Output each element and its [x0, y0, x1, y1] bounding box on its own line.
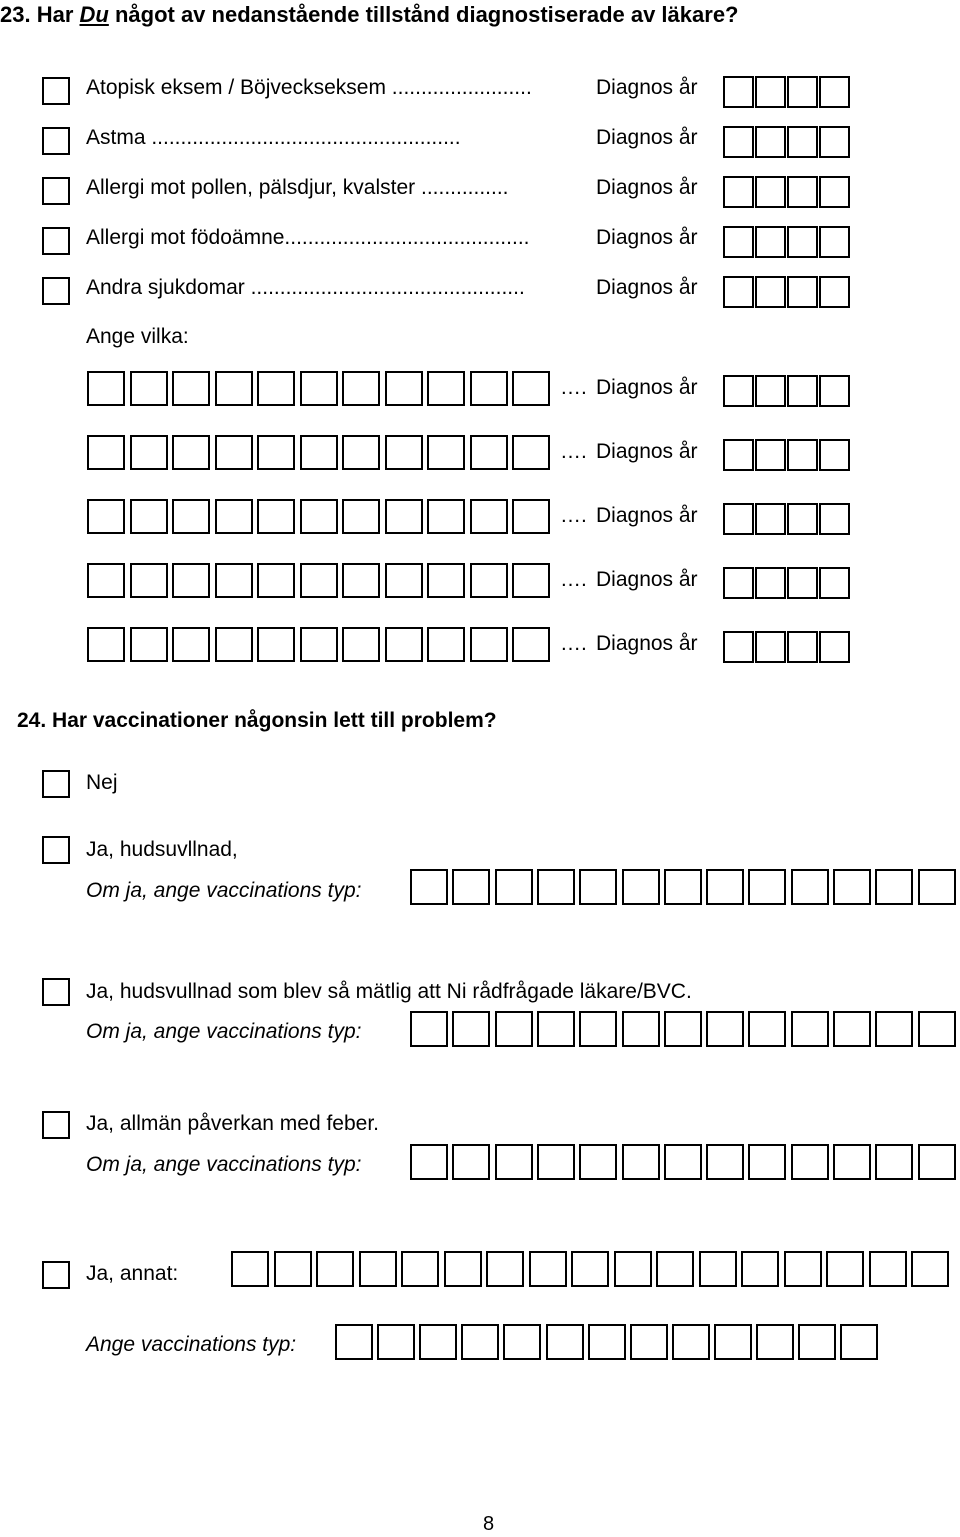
q24-opt4-text-box-1[interactable] [231, 1251, 269, 1287]
q23-other-5-name-box-2[interactable] [130, 627, 168, 662]
q23-item-5-year-box-4[interactable] [819, 276, 850, 308]
q24-opt3-vaccine-box-4[interactable] [537, 1144, 575, 1180]
q23-item-4-year-box-3[interactable] [787, 226, 818, 258]
q24-opt1-vaccine-box-13[interactable] [918, 869, 956, 905]
q24-opt2-checkbox[interactable] [42, 978, 70, 1006]
q24-opt2-vaccine-box-8[interactable] [706, 1011, 744, 1047]
q24-opt4-vaccine-box-5[interactable] [503, 1324, 541, 1360]
q24-opt4-text-box-6[interactable] [444, 1251, 482, 1287]
q23-other-1-name-box-4[interactable] [215, 371, 253, 406]
q24-opt4-vaccine-box-1[interactable] [335, 1324, 373, 1360]
q24-opt3-vaccine-box-9[interactable] [748, 1144, 786, 1180]
q23-item-1-label: Atopisk eksem / Böjveckseksem ........................ [86, 76, 532, 99]
q23-other-3-dots: …. [560, 504, 587, 527]
q24-opt4-text-box-3[interactable] [316, 1251, 354, 1287]
q23-item-5-label: Andra sjukdomar ............................................... [86, 276, 525, 299]
q23-other-3-name-box-2[interactable] [130, 499, 168, 534]
q23-other-4-name-box-4[interactable] [215, 563, 253, 598]
q23-title-emphasis: Du [79, 2, 109, 27]
q23-item-5-diagnos-label: Diagnos år [596, 276, 698, 299]
q24-opt4-text-box-15[interactable] [826, 1251, 864, 1287]
q24-opt4-ange-typ: Ange vaccinations typ: [86, 1333, 297, 1356]
q23-other-2-name-box-5[interactable] [257, 435, 295, 470]
q24-opt2-vaccine-box-1[interactable] [410, 1011, 448, 1047]
q23-other-2-dots: …. [560, 440, 587, 463]
q23-other-3-name-box-9[interactable] [427, 499, 465, 534]
q23-other-5-name-box-11[interactable] [512, 627, 550, 662]
q23-title-pre: Har [36, 2, 80, 27]
q23-other-5-name-box-5[interactable] [257, 627, 295, 662]
q23-other-1-name-box-11[interactable] [512, 371, 550, 406]
q24-opt3-label: Ja, allmän påverkan med feber. [86, 1112, 379, 1135]
q23-item-4-year-box-4[interactable] [819, 226, 850, 258]
q23-item-4-year-box-1[interactable] [723, 226, 754, 258]
q24-opt1-vaccine-box-1[interactable] [410, 869, 448, 905]
q23-other-2-diagnos-label: Diagnos år [596, 440, 698, 463]
q23-other-3-name-box-10[interactable] [470, 499, 508, 534]
q24-opt2-label: Ja, hudsvullnad som blev så mätlig att Ni rådfrågade läkare/BVC. [86, 980, 692, 1003]
q24-opt3-vaccine-box-7[interactable] [664, 1144, 702, 1180]
q24-opt4-vaccine-box-2[interactable] [377, 1324, 415, 1360]
q23-other-4-name-box-10[interactable] [470, 563, 508, 598]
q23-other-1-name-box-3[interactable] [172, 371, 210, 406]
q24-opt4-text-box-17[interactable] [911, 1251, 949, 1287]
q23-other-4-name-box-9[interactable] [427, 563, 465, 598]
q24-opt1-vaccine-box-12[interactable] [875, 869, 913, 905]
q23-ange-vilka: Ange vilka: [86, 325, 189, 348]
q23-other-2-name-box-6[interactable] [300, 435, 338, 470]
q24-opt1-vaccine-box-3[interactable] [495, 869, 533, 905]
q23-other-3-diagnos-label: Diagnos år [596, 504, 698, 527]
q23-other-3-name-box-3[interactable] [172, 499, 210, 534]
q23-other-2-name-box-11[interactable] [512, 435, 550, 470]
q23-other-3-name-box-6[interactable] [300, 499, 338, 534]
q23-other-1-name-box-5[interactable] [257, 371, 295, 406]
q24-opt4-text-box-14[interactable] [784, 1251, 822, 1287]
q23-other-2-year-box-2[interactable] [755, 439, 786, 471]
q24-nej-checkbox[interactable] [42, 770, 70, 798]
q23-other-1-year-box-2[interactable] [755, 375, 786, 407]
q23-other-5-name-box-1[interactable] [87, 627, 125, 662]
q23-other-5-name-box-9[interactable] [427, 627, 465, 662]
q23-other-4-year-box-1[interactable] [723, 567, 754, 599]
q23-item-1-year-box-2[interactable] [755, 76, 786, 108]
q23-other-1-name-box-2[interactable] [130, 371, 168, 406]
q23-other-2-name-box-4[interactable] [215, 435, 253, 470]
q24-opt3-vaccine-box-6[interactable] [622, 1144, 660, 1180]
q24-opt4-vaccine-box-4[interactable] [461, 1324, 499, 1360]
q23-item-3-year-box-4[interactable] [819, 176, 850, 208]
q23-other-1-name-box-10[interactable] [470, 371, 508, 406]
q24-opt4-vaccine-box-9[interactable] [672, 1324, 710, 1360]
q23-item-3-year-box-3[interactable] [787, 176, 818, 208]
q23-other-2-name-box-2[interactable] [130, 435, 168, 470]
q24-opt1-checkbox[interactable] [42, 836, 70, 864]
q23-item-3-diagnos-label: Diagnos år [596, 176, 698, 199]
q24-opt4-text-box-13[interactable] [741, 1251, 779, 1287]
q23-item-1-year-box-1[interactable] [723, 76, 754, 108]
q23-item-3-year-box-2[interactable] [755, 176, 786, 208]
q23-other-3-name-box-4[interactable] [215, 499, 253, 534]
q23-title [0, 2, 739, 28]
q23-other-4-name-box-1[interactable] [87, 563, 125, 598]
q24-opt4-label: Ja, annat: [86, 1262, 179, 1285]
q24-opt4-vaccine-box-10[interactable] [714, 1324, 752, 1360]
q23-other-4-dots: …. [560, 568, 587, 591]
q24-opt3-vaccine-box-10[interactable] [791, 1144, 829, 1180]
q24-opt1-vaccine-box-4[interactable] [537, 869, 575, 905]
q23-item-5-year-box-1[interactable] [723, 276, 754, 308]
q23-other-3-name-box-7[interactable] [342, 499, 380, 534]
q24-opt1-vaccine-box-10[interactable] [791, 869, 829, 905]
q23-item-1-year-box-4[interactable] [819, 76, 850, 108]
q23-other-2-name-box-10[interactable] [470, 435, 508, 470]
q24-opt2-om-ja: Om ja, ange vaccinations typ: [86, 1020, 362, 1043]
q23-other-2-name-box-8[interactable] [385, 435, 423, 470]
q24-opt3-vaccine-box-12[interactable] [875, 1144, 913, 1180]
q23-number: 23. [0, 2, 31, 27]
q24-opt4-text-box-12[interactable] [699, 1251, 737, 1287]
q24-opt1-vaccine-box-2[interactable] [452, 869, 490, 905]
q24-opt1-om-ja: Om ja, ange vaccinations typ: [86, 879, 362, 902]
q23-other-4-name-box-6[interactable] [300, 563, 338, 598]
q24-opt2-vaccine-box-4[interactable] [537, 1011, 575, 1047]
q23-item-2-label: Astma ..................................................... [86, 126, 461, 149]
q23-other-4-diagnos-label: Diagnos år [596, 568, 698, 591]
q24-opt3-vaccine-box-13[interactable] [918, 1144, 956, 1180]
q23-item-2-checkbox[interactable] [42, 127, 70, 155]
q24-opt3-vaccine-box-3[interactable] [495, 1144, 533, 1180]
q23-item-2-year-box-4[interactable] [819, 126, 850, 158]
q24-opt4-vaccine-box-6[interactable] [546, 1324, 584, 1360]
q23-other-4-year-box-3[interactable] [787, 567, 818, 599]
q23-other-4-name-box-5[interactable] [257, 563, 295, 598]
q23-other-2-year-box-4[interactable] [819, 439, 850, 471]
q24-opt4-text-box-10[interactable] [614, 1251, 652, 1287]
q24-opt3-vaccine-box-5[interactable] [579, 1144, 617, 1180]
q23-other-2-year-box-1[interactable] [723, 439, 754, 471]
q23-item-3-label: Allergi mot pollen, pälsdjur, kvalster ............... [86, 176, 509, 199]
q23-title-post: något av nedanstående tillstånd diagnostiserade av läkare? [108, 2, 739, 27]
q23-other-5-dots: …. [560, 632, 587, 655]
q24-opt4-vaccine-box-11[interactable] [756, 1324, 794, 1360]
q23-other-5-year-box-3[interactable] [787, 631, 818, 663]
q24-opt1-vaccine-box-8[interactable] [706, 869, 744, 905]
q23-item-3-year-box-1[interactable] [723, 176, 754, 208]
q23-item-4-checkbox[interactable] [42, 227, 70, 255]
q24-opt3-vaccine-box-8[interactable] [706, 1144, 744, 1180]
q23-other-3-year-box-2[interactable] [755, 503, 786, 535]
q23-other-5-diagnos-label: Diagnos år [596, 632, 698, 655]
q23-other-1-year-box-1[interactable] [723, 375, 754, 407]
q23-item-3-checkbox[interactable] [42, 177, 70, 205]
q23-item-2-year-box-1[interactable] [723, 126, 754, 158]
q24-opt4-vaccine-box-3[interactable] [419, 1324, 457, 1360]
q23-item-4-label: Allergi mot födoämne.......................................... [86, 226, 530, 249]
page-number: 8 [483, 1513, 495, 1535]
q23-item-5-year-box-2[interactable] [755, 276, 786, 308]
q23-item-4-year-box-2[interactable] [755, 226, 786, 258]
q24-opt4-text-box-4[interactable] [359, 1251, 397, 1287]
q23-other-1-diagnos-label: Diagnos år [596, 376, 698, 399]
q23-item-5-year-box-3[interactable] [787, 276, 818, 308]
q23-other-3-name-box-8[interactable] [385, 499, 423, 534]
q24-opt3-vaccine-box-11[interactable] [833, 1144, 871, 1180]
q23-other-3-year-box-1[interactable] [723, 503, 754, 535]
q23-other-3-name-box-11[interactable] [512, 499, 550, 534]
q23-other-1-name-box-7[interactable] [342, 371, 380, 406]
q23-item-4-diagnos-label: Diagnos år [596, 226, 698, 249]
q23-other-4-name-box-8[interactable] [385, 563, 423, 598]
q24-opt1-vaccine-box-9[interactable] [748, 869, 786, 905]
q24-opt3-om-ja: Om ja, ange vaccinations typ: [86, 1153, 362, 1176]
q23-other-3-name-box-1[interactable] [87, 499, 125, 534]
q23-other-4-year-box-2[interactable] [755, 567, 786, 599]
q23-item-1-checkbox[interactable] [42, 77, 70, 105]
q23-other-1-year-box-4[interactable] [819, 375, 850, 407]
q24-opt3-vaccine-box-2[interactable] [452, 1144, 490, 1180]
q24-opt4-vaccine-box-7[interactable] [588, 1324, 626, 1360]
q24-opt1-label: Ja, hudsuvllnad, [86, 838, 238, 861]
q23-other-5-name-box-8[interactable] [385, 627, 423, 662]
q23-other-5-name-box-7[interactable] [342, 627, 380, 662]
q24-opt2-vaccine-box-7[interactable] [664, 1011, 702, 1047]
q24-opt4-text-box-8[interactable] [529, 1251, 567, 1287]
q24-opt2-vaccine-box-12[interactable] [875, 1011, 913, 1047]
q23-item-5-checkbox[interactable] [42, 277, 70, 305]
q23-other-3-name-box-5[interactable] [257, 499, 295, 534]
q24-opt2-vaccine-box-10[interactable] [791, 1011, 829, 1047]
q23-other-1-name-box-8[interactable] [385, 371, 423, 406]
q24-opt4-text-box-2[interactable] [274, 1251, 312, 1287]
q23-other-4-name-box-3[interactable] [172, 563, 210, 598]
q23-other-1-dots: …. [560, 376, 587, 399]
q24-opt4-text-box-11[interactable] [656, 1251, 694, 1287]
q24-opt4-vaccine-box-12[interactable] [798, 1324, 836, 1360]
q23-other-3-year-box-3[interactable] [787, 503, 818, 535]
q24-opt3-vaccine-box-1[interactable] [410, 1144, 448, 1180]
q24-opt1-vaccine-box-11[interactable] [833, 869, 871, 905]
q23-other-4-year-box-4[interactable] [819, 567, 850, 599]
q24-opt2-vaccine-box-5[interactable] [579, 1011, 617, 1047]
q23-other-2-name-box-1[interactable] [87, 435, 125, 470]
q23-other-4-name-box-2[interactable] [130, 563, 168, 598]
q23-other-5-name-box-10[interactable] [470, 627, 508, 662]
q23-other-1-name-box-9[interactable] [427, 371, 465, 406]
q23-other-5-name-box-6[interactable] [300, 627, 338, 662]
q24-opt4-vaccine-box-13[interactable] [840, 1324, 878, 1360]
q23-other-5-year-box-2[interactable] [755, 631, 786, 663]
q24-opt1-vaccine-box-7[interactable] [664, 869, 702, 905]
q24-opt4-vaccine-box-8[interactable] [630, 1324, 668, 1360]
q24-title: 24. Har vaccinationer någonsin lett till problem? [17, 709, 497, 732]
q23-other-4-name-box-7[interactable] [342, 563, 380, 598]
q24-opt2-vaccine-box-6[interactable] [622, 1011, 660, 1047]
q23-other-1-year-box-3[interactable] [787, 375, 818, 407]
q24-nej-label: Nej [86, 771, 118, 794]
q24-opt4-text-box-5[interactable] [401, 1251, 439, 1287]
q24-opt4-checkbox[interactable] [42, 1261, 70, 1289]
q23-other-5-year-box-1[interactable] [723, 631, 754, 663]
q24-opt4-text-box-7[interactable] [486, 1251, 524, 1287]
q23-other-2-year-box-3[interactable] [787, 439, 818, 471]
q23-other-2-name-box-3[interactable] [172, 435, 210, 470]
q24-opt2-vaccine-box-2[interactable] [452, 1011, 490, 1047]
q24-opt2-vaccine-box-13[interactable] [918, 1011, 956, 1047]
q23-other-5-year-box-4[interactable] [819, 631, 850, 663]
q23-other-3-year-box-4[interactable] [819, 503, 850, 535]
q23-other-5-name-box-3[interactable] [172, 627, 210, 662]
q24-opt1-vaccine-box-6[interactable] [622, 869, 660, 905]
q24-opt2-vaccine-box-9[interactable] [748, 1011, 786, 1047]
q23-item-1-diagnos-label: Diagnos år [596, 76, 698, 99]
q23-other-1-name-box-6[interactable] [300, 371, 338, 406]
q24-opt2-vaccine-box-3[interactable] [495, 1011, 533, 1047]
q23-item-2-year-box-2[interactable] [755, 126, 786, 158]
q23-other-5-name-box-4[interactable] [215, 627, 253, 662]
q23-item-1-year-box-3[interactable] [787, 76, 818, 108]
q23-item-2-diagnos-label: Diagnos år [596, 126, 698, 149]
q24-opt3-checkbox[interactable] [42, 1111, 70, 1139]
q24-opt4-text-box-9[interactable] [571, 1251, 609, 1287]
q24-opt2-vaccine-box-11[interactable] [833, 1011, 871, 1047]
q23-other-2-name-box-9[interactable] [427, 435, 465, 470]
q24-opt4-text-box-16[interactable] [869, 1251, 907, 1287]
q23-item-2-year-box-3[interactable] [787, 126, 818, 158]
q23-other-1-name-box-1[interactable] [87, 371, 125, 406]
q24-opt1-vaccine-box-5[interactable] [579, 869, 617, 905]
q23-other-2-name-box-7[interactable] [342, 435, 380, 470]
q23-other-4-name-box-11[interactable] [512, 563, 550, 598]
